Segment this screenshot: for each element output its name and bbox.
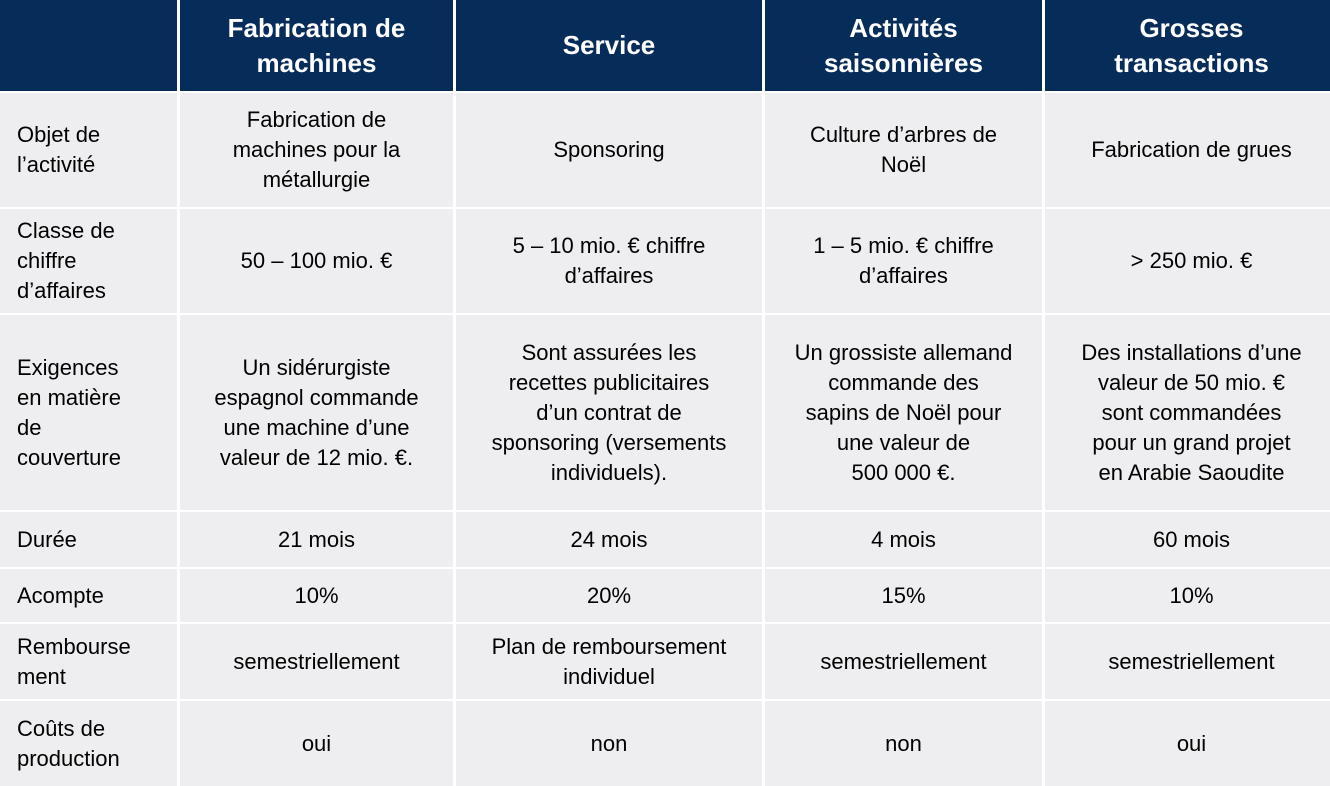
table-cell: 5 – 10 mio. € chiffre d’affaires bbox=[456, 209, 762, 313]
table-cell: Fabrication de grues bbox=[1045, 93, 1330, 207]
row-label-duree: Durée bbox=[0, 512, 177, 567]
table-cell: Plan de remboursement individuel bbox=[456, 624, 762, 699]
column-header-fabrication-machines bbox=[180, 0, 453, 91]
column-header-label: Grosses transactions bbox=[1114, 12, 1269, 78]
table-cell: 20% bbox=[456, 569, 762, 622]
table-cell: 21 mois bbox=[180, 512, 453, 567]
column-header-activites-saisonnieres bbox=[765, 0, 1042, 91]
table-cell: semestriellement bbox=[180, 624, 453, 699]
table-cell: Culture d’arbres de Noël bbox=[765, 93, 1042, 207]
column-header-grosses-transactions bbox=[1045, 0, 1330, 91]
table-cell: semestriellement bbox=[765, 624, 1042, 699]
table-cell: 1 – 5 mio. € chiffre d’affaires bbox=[765, 209, 1042, 313]
table-cell: non bbox=[765, 701, 1042, 786]
column-header-label: Fabrication de machines bbox=[227, 12, 406, 78]
table-cell: 60 mois bbox=[1045, 512, 1330, 567]
table-cell: Fabrication de machines pour la métallurgie bbox=[180, 93, 453, 207]
table-cell: 24 mois bbox=[456, 512, 762, 567]
row-label-acompte: Acompte bbox=[0, 569, 177, 622]
header-corner bbox=[0, 0, 177, 91]
row-label-couts-production: Coûts de production bbox=[0, 701, 177, 786]
table-cell: 10% bbox=[1045, 569, 1330, 622]
table-cell: Des installations d’une valeur de 50 mio. € sont commandées pour un grand projet en Arabie Saoudite bbox=[1045, 315, 1330, 510]
table-cell: Sponsoring bbox=[456, 93, 762, 207]
column-header-label: Activités saisonnières bbox=[824, 12, 983, 78]
row-label-exigences-couverture: Exigences en matière de couverture bbox=[0, 315, 177, 510]
table-cell: 50 – 100 mio. € bbox=[180, 209, 453, 313]
table-cell: oui bbox=[180, 701, 453, 786]
row-label-classe-chiffre-affaires: Classe de chiffre d’affaires bbox=[0, 209, 177, 313]
table-cell: non bbox=[456, 701, 762, 786]
table-cell: semestriellement bbox=[1045, 624, 1330, 699]
table-cell: Un sidérurgiste espagnol commande une machine d’une valeur de 12 mio. €. bbox=[180, 315, 453, 510]
row-label-objet-activite: Objet de l’activité bbox=[0, 93, 177, 207]
column-header-service bbox=[456, 0, 762, 91]
row-label-remboursement: Rembourse ment bbox=[0, 624, 177, 699]
table-cell: 4 mois bbox=[765, 512, 1042, 567]
table-cell: oui bbox=[1045, 701, 1330, 786]
table-cell: 10% bbox=[180, 569, 453, 622]
table-cell: Sont assurées les recettes publicitaires d’un contrat de sponsoring (versements individuels). bbox=[456, 315, 762, 510]
column-header-label: Service bbox=[562, 30, 656, 60]
table-cell: 15% bbox=[765, 569, 1042, 622]
table-cell: > 250 mio. € bbox=[1045, 209, 1330, 313]
table-cell: Un grossiste allemand commande des sapins de Noël pour une valeur de 500 000 €. bbox=[765, 315, 1042, 510]
